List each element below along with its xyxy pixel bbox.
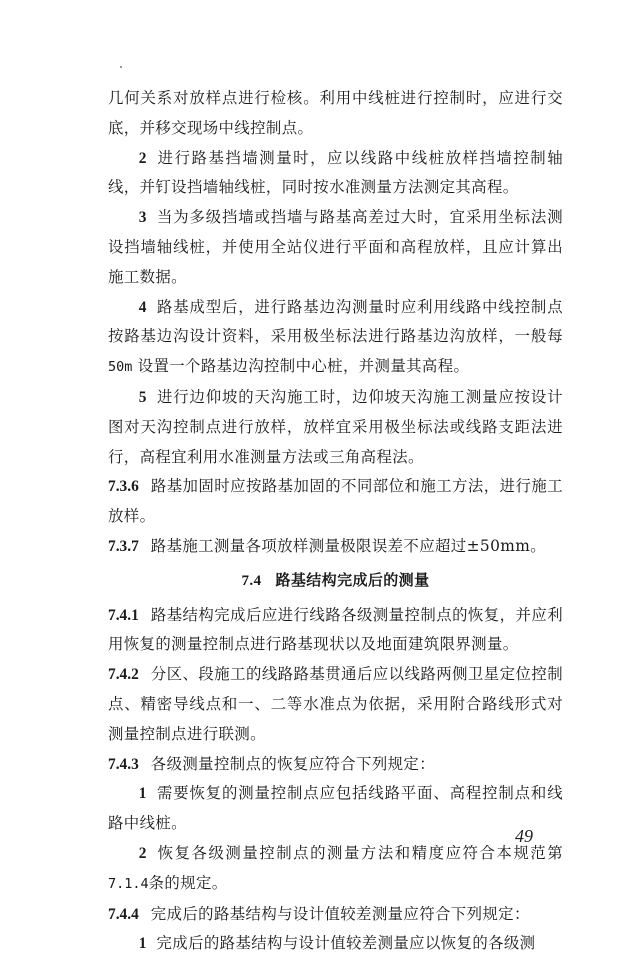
list-item-2 <box>108 144 563 204</box>
item-text: 需要恢复的测量控制点应包括线路平面、高程控制点和线路中线桩。 <box>108 784 563 833</box>
paragraph-text: 几何关系对放样点进行检核。利用中线桩进行控制时，应进行交底，并移交现场中线控制点。 <box>108 89 563 137</box>
list-item-3 <box>108 203 563 292</box>
clause-number: 7.3.6 <box>108 478 139 496</box>
clause-7-3-7 <box>108 532 563 562</box>
item-number: 1 <box>138 785 147 803</box>
item-number: 1 <box>138 935 147 953</box>
section-heading-7-4 <box>108 566 563 597</box>
item-number: 3 <box>138 209 147 227</box>
clause-text: 路基施工测量各项放样测量极限误差不应超过±50mm。 <box>150 536 547 555</box>
scan-speck <box>120 66 122 68</box>
clause-7-4-4 <box>108 900 563 930</box>
clause-7-4-3 <box>108 750 563 780</box>
body-text <box>108 84 563 959</box>
item-measure: 50m <box>108 359 133 376</box>
paragraph-continuation <box>108 84 563 144</box>
clause-7-3-6 <box>108 472 563 532</box>
list-item-4 <box>108 293 563 383</box>
clause-number: 7.3.7 <box>108 537 139 555</box>
clause-number: 7.4.2 <box>108 666 139 684</box>
clause-7-4-2 <box>108 660 563 749</box>
section-number: 7.4 <box>241 572 262 589</box>
item-text-cont: 条的规定。 <box>148 873 228 892</box>
list-item-7-4-3-2 <box>108 839 563 900</box>
item-number: 2 <box>138 844 147 862</box>
clause-text: 完成后的路基结构与设计值较差测量应符合下列规定： <box>150 904 530 923</box>
item-number: 5 <box>138 388 147 406</box>
list-item-7-4-4-1 <box>108 929 563 959</box>
item-text: 进行路基挡墙测量时，应以线路中线桩放样挡墙控制轴线，并钉设挡墙轴线桩，同时按水准测量方法测定其高程。 <box>108 148 563 197</box>
item-text: 恢复各级测量控制点的测量方法和精度应符合本规范第 <box>156 843 563 862</box>
list-item-5 <box>108 383 563 472</box>
page-number: 49 <box>515 826 533 846</box>
clause-text: 路基加固时应按路基加固的不同部位和施工方法，进行施工放样。 <box>108 477 563 526</box>
item-text-cont: 设置一个路基边沟控制中心桩，并测量其高程。 <box>137 357 470 376</box>
clause-text: 分区、段施工的线路路基贯通后应以线路两侧卫星定位控制点、精密导线点和一、二等水准点为依据，采用附合路线形式对测量控制点进行联测。 <box>108 665 563 743</box>
item-number: 4 <box>138 298 147 316</box>
item-text: 进行边仰坡的天沟施工时，边仰坡天沟施工测量应按设计图对天沟控制点进行放样，放样宜采用极坐标法或线路支距法进行，高程宜利用水准测量方法或三角高程法。 <box>108 387 563 466</box>
item-text: 当为多级挡墙或挡墙与路基高差过大时，宜采用坐标法测设挡墙轴线桩，并使用全站仪进行平面和高程放样，且应计算出施工数据。 <box>108 208 563 286</box>
clause-number: 7.4.1 <box>108 606 139 624</box>
clause-number: 7.4.4 <box>108 905 139 923</box>
clause-text: 各级测量控制点的恢复应符合下列规定： <box>150 754 436 773</box>
item-text: 完成后的路基结构与设计值较差测量应以恢复的各级测 <box>156 934 536 953</box>
clause-7-4-1 <box>108 601 563 661</box>
clause-number: 7.4.3 <box>108 755 139 773</box>
clause-text: 路基结构完成后应进行线路各级测量控制点的恢复，并应利用恢复的测量控制点进行路基现状以及地面建筑限界测量。 <box>108 605 563 654</box>
item-number: 2 <box>138 149 147 167</box>
clause-reference: 7.1.4 <box>108 875 149 892</box>
item-text: 路基成型后，进行路基边沟测量时应利用线路中线控制点按路基边沟设计资料，采用极坐标法进行路基边沟放样，一般每 <box>108 297 563 346</box>
list-item-7-4-3-1 <box>108 779 563 839</box>
section-title: 路基结构完成后的测量 <box>275 570 430 589</box>
